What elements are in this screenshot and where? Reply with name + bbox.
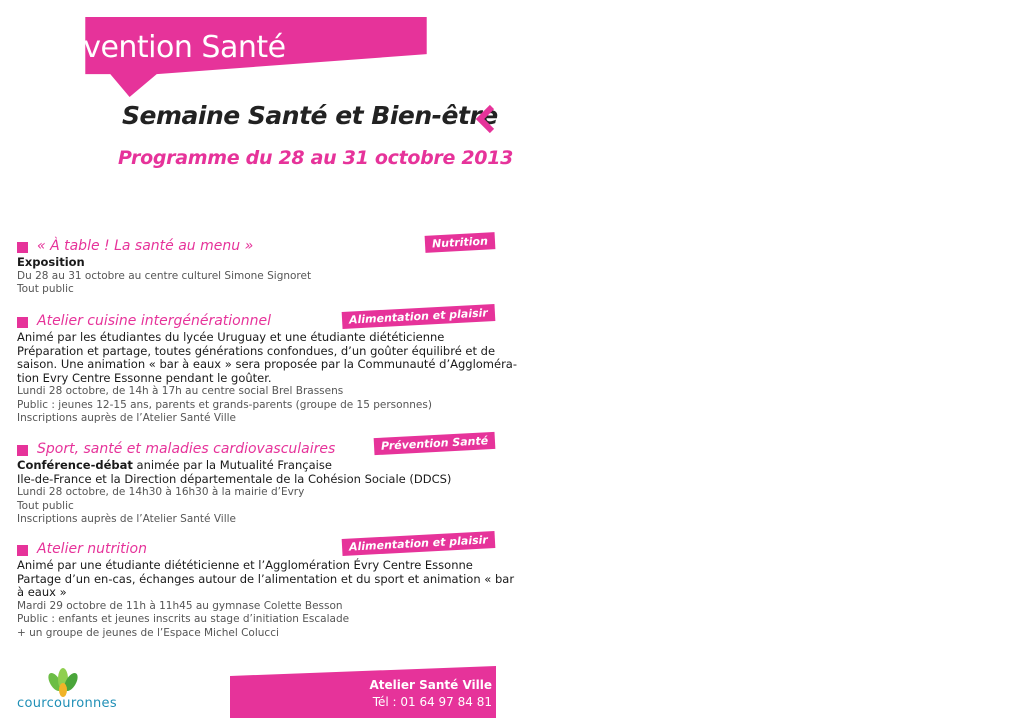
event-detail: Mardi 29 octobre de 11h à 11h45 au gymnase Colette Besson <box>17 599 343 612</box>
event-atelier-nutrition <box>17 533 515 640</box>
event-sport-sante <box>17 434 495 527</box>
event-detail: Public : jeunes 12-15 ans, parents et grands-parents (groupe de 15 personnes) <box>17 398 432 411</box>
chevron-left-icon <box>474 104 496 134</box>
event-detail: Inscriptions auprès de l’Atelier Santé Ville <box>17 412 236 424</box>
category-tag: Alimentation et plaisir <box>342 531 496 556</box>
event-title: Atelier cuisine intergénérationnel <box>37 313 271 329</box>
event-detail: Inscriptions auprès de l’Atelier Santé Ville <box>17 513 236 525</box>
event-detail: Du 28 au 31 octobre au centre culturel Simone Signoret <box>17 269 312 282</box>
event-description: Animé par une étudiante diététicienne et l’Agglomération Évry Centre Essonne <box>17 558 473 572</box>
event-description: Préparation et partage, toutes générations confondues, d’un goûter équilibré et de <box>17 343 496 358</box>
event-table-sante <box>17 234 495 297</box>
event-description: à eaux » <box>17 585 67 599</box>
event-detail: Public : enfants et jeunes inscrits au stage d’initiation Escalade <box>17 613 350 625</box>
category-tag: Alimentation et plaisir <box>342 304 496 329</box>
category-tag: Prévention Santé <box>373 432 495 455</box>
event-atelier-cuisine <box>17 306 517 426</box>
event-description: Partage d’un en-cas, échanges autour de l’alimentation et du sport et animation « bar <box>17 571 515 586</box>
event-detail: Tout public <box>17 499 74 512</box>
logo-text: courcouronnes <box>17 696 117 711</box>
bullet-square-icon <box>17 242 28 253</box>
bullet-square-icon <box>17 545 28 556</box>
program-dates: Programme du 28 au 31 octobre 2013 <box>118 147 514 169</box>
category-tag: Nutrition <box>425 232 496 253</box>
subtitle: Semaine Santé et Bien-être <box>122 101 498 130</box>
event-detail: Tout public <box>17 283 74 295</box>
event-detail: Lundi 28 octobre, de 14h30 à 16h30 à la mairie d’Evry <box>17 486 305 498</box>
event-description: Ile-de-France et la Direction départementale de la Cohésion Sociale (DDCS) <box>17 471 452 486</box>
footer-organization: Atelier Santé Ville <box>369 678 492 692</box>
event-title: « À table ! La santé au menu » <box>37 238 254 254</box>
event-description: animée par la Mutualité Française <box>132 458 332 472</box>
event-title: Sport, santé et maladies cardiovasculaires <box>37 441 336 457</box>
event-description: tion Evry Centre Essonne pendant le goûter. <box>17 370 272 385</box>
bullet-square-icon <box>17 445 28 456</box>
event-detail: Lundi 28 octobre, de 14h à 17h au centre social Brel Brassens <box>17 385 344 397</box>
event-kind: Exposition <box>17 255 85 269</box>
bullet-square-icon <box>17 317 28 328</box>
event-title: Atelier nutrition <box>37 541 147 557</box>
footer-band <box>230 666 496 718</box>
event-description: Animé par les étudiantes du lycée Uruguay et une étudiante diététicienne <box>17 330 445 344</box>
event-description: saison. Une animation « bar à eaux » sera proposée par la Communauté d’Aggloméra- <box>17 357 517 371</box>
event-detail: + un groupe de jeunes de l’Espace Michel Colucci <box>17 626 279 639</box>
footer-phone: Tél : 01 64 97 84 81 <box>372 695 492 709</box>
page-title: Prévention Santé <box>37 30 286 65</box>
event-kind: Conférence-débat <box>17 458 133 472</box>
